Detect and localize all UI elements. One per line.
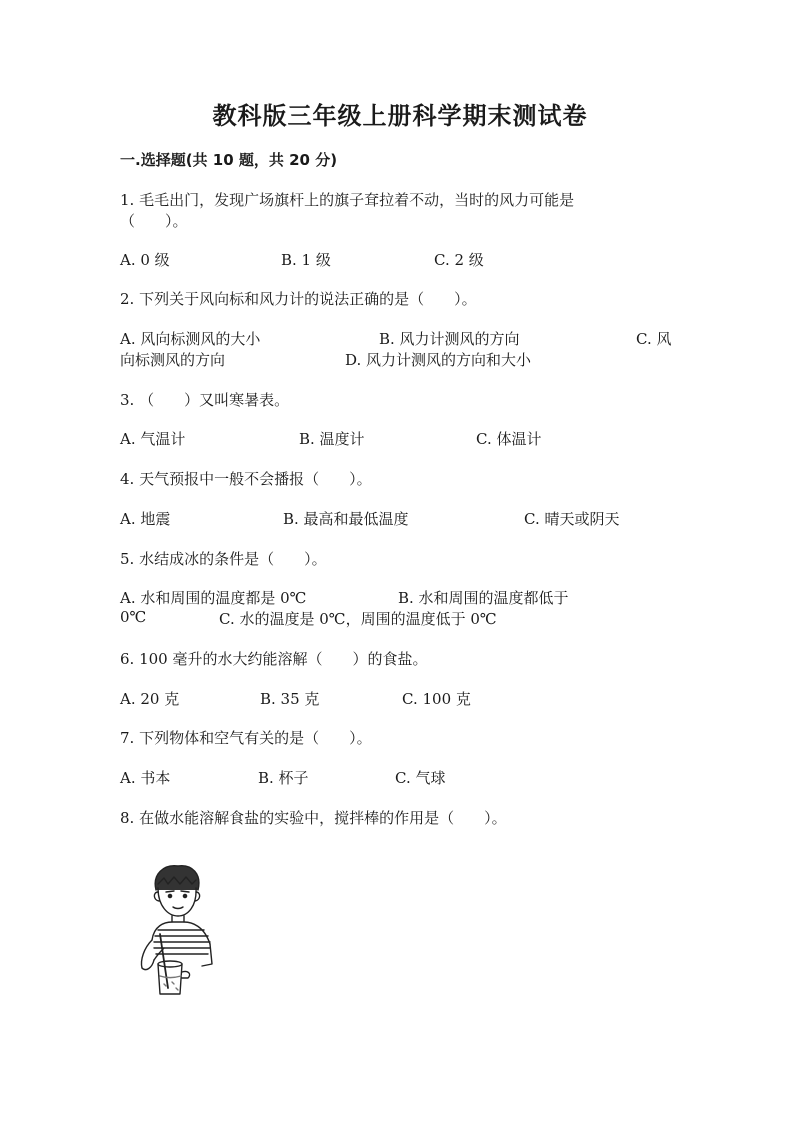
question-1-stem-line-1: 1. 毛毛出门，发现广场旗杆上的旗子耷拉着不动，当时的风力可能是 xyxy=(120,191,575,209)
question-3-option-b: B. 温度计 xyxy=(299,430,365,448)
question-6-stem: 6. 100 毫升的水大约能溶解（ ）的食盐。 xyxy=(120,650,428,668)
question-7-option-b: B. 杯子 xyxy=(258,769,309,787)
question-5-option-b-continued: 0℃ xyxy=(120,608,147,626)
question-6-option-b: B. 35 克 xyxy=(260,690,320,708)
question-2-option-c-continued: 向标测风的方向 xyxy=(120,351,226,369)
question-4-option-b: B. 最高和最低温度 xyxy=(283,510,409,528)
question-7-stem: 7. 下列物体和空气有关的是（ ）。 xyxy=(120,729,372,747)
question-8-stem: 8. 在做水能溶解食盐的实验中，搅拌棒的作用是（ ）。 xyxy=(120,809,507,827)
section-heading: 一.选择题(共 10 题，共 20 分) xyxy=(120,151,338,169)
question-4-option-a: A. 地震 xyxy=(120,510,171,528)
question-2-option-d: D. 风力计测风的方向和大小 xyxy=(345,351,532,369)
question-2-option-a: A. 风向标测风的大小 xyxy=(120,330,261,348)
question-7-option-c: C. 气球 xyxy=(395,769,446,787)
question-5-stem: 5. 水结成冰的条件是（ ）。 xyxy=(120,550,327,568)
question-4-stem: 4. 天气预报中一般不会播报（ ）。 xyxy=(120,470,372,488)
question-6-option-a: A. 20 克 xyxy=(120,690,180,708)
question-3-option-c: C. 体温计 xyxy=(476,430,542,448)
question-5-option-b: B. 水和周围的温度都低于 xyxy=(398,589,569,607)
question-3-stem: 3. （ ）又叫寒暑表。 xyxy=(120,391,290,409)
question-5-option-a: A. 水和周围的温度都是 0℃ xyxy=(120,589,307,607)
question-3-option-a: A. 气温计 xyxy=(120,430,186,448)
question-2-option-c: C. 风 xyxy=(636,330,672,348)
question-1-stem-line-2: （ ）。 xyxy=(120,212,188,230)
page-title: 教科版三年级上册科学期末测试卷 xyxy=(212,102,588,130)
boy-stirring-illustration xyxy=(128,860,228,1000)
question-2-stem: 2. 下列关于风向标和风力计的说法正确的是（ ）。 xyxy=(120,290,477,308)
question-7-option-a: A. 书本 xyxy=(120,769,171,787)
question-1-option-a: A. 0 级 xyxy=(120,251,170,269)
question-5-option-c: C. 水的温度是 0℃，周围的温度低于 0℃ xyxy=(219,610,497,628)
question-1-option-c: C. 2 级 xyxy=(434,251,484,269)
question-1-option-b: B. 1 级 xyxy=(281,251,331,269)
question-6-option-c: C. 100 克 xyxy=(402,690,471,708)
question-4-option-c: C. 晴天或阴天 xyxy=(524,510,620,528)
question-2-option-b: B. 风力计测风的方向 xyxy=(379,330,520,348)
